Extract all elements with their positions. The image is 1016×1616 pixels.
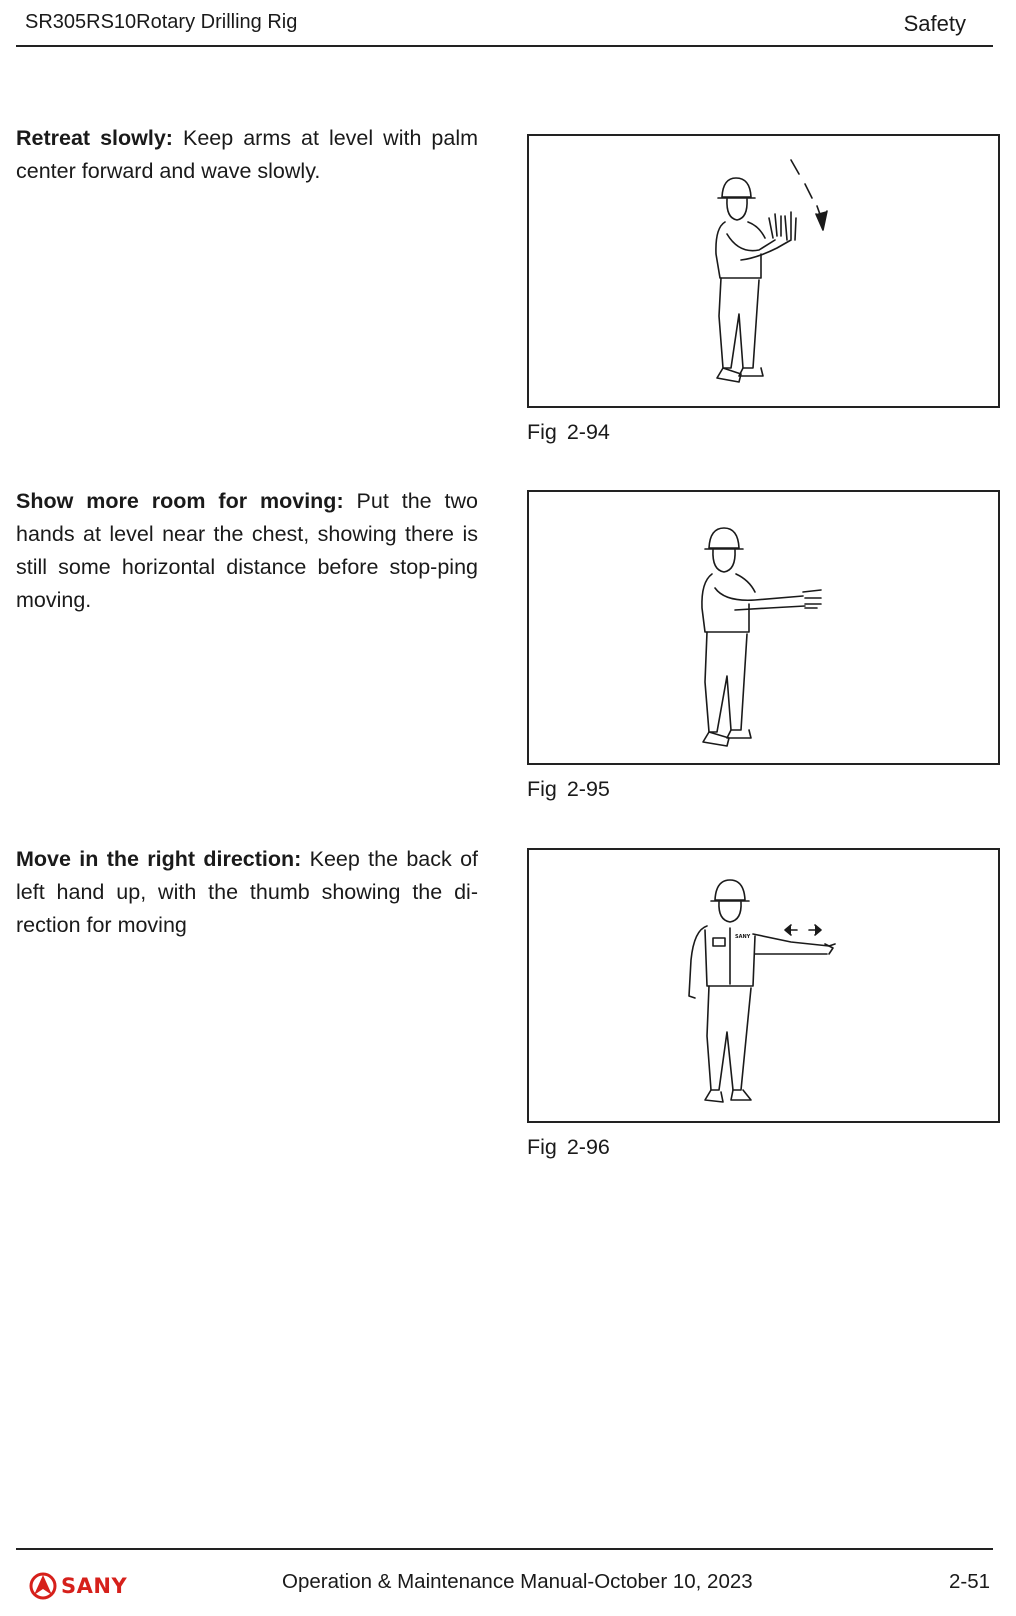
signalman-retreat-illustration: [529, 136, 1002, 410]
instruction-body: Keep the back of left hand up, with the thumb showing the di-rection for moving: [16, 847, 479, 937]
figure-caption: Fig 2-95: [527, 777, 610, 801]
instruction-body: Keep arms at level with palm center forward and wave slowly.: [16, 126, 479, 183]
figure-retreat-slowly: [527, 134, 1000, 408]
instruction-retreat-slowly: [16, 122, 478, 188]
footer-page-number: 2-51: [948, 1570, 990, 1593]
footer-manual-title: Operation & Maintenance Manual-October 10, 2023: [282, 1570, 753, 1593]
footer-brand: SANY: [61, 1574, 128, 1598]
figure-move-right: [527, 848, 1000, 1123]
header-rule: [16, 45, 993, 47]
footer-rule: [16, 1548, 993, 1550]
instruction-body: Put the two hands at level near the chest, showing there is still some horizontal distance before stop-ping moving.: [16, 489, 478, 612]
instruction-more-room: [16, 485, 478, 617]
instruction-move-right: [16, 843, 478, 942]
instruction-heading: Show more room for moving:: [16, 489, 344, 513]
chest-logo: SANY: [735, 934, 751, 940]
figure-more-room: [527, 490, 1000, 765]
instruction-heading: Retreat slowly:: [16, 126, 173, 150]
figure-caption: Fig 2-96: [527, 1135, 610, 1159]
sany-logo-icon: [28, 1571, 58, 1601]
instruction-heading: Move in the right direction:: [16, 847, 302, 871]
signalman-more-room-illustration: [529, 492, 1002, 767]
header-section: Safety: [903, 11, 966, 36]
signalman-move-right-illustration: [529, 850, 1002, 1125]
header-doc-title: SR305RS10Rotary Drilling Rig: [25, 11, 298, 33]
figure-caption: Fig 2-94: [527, 420, 610, 444]
